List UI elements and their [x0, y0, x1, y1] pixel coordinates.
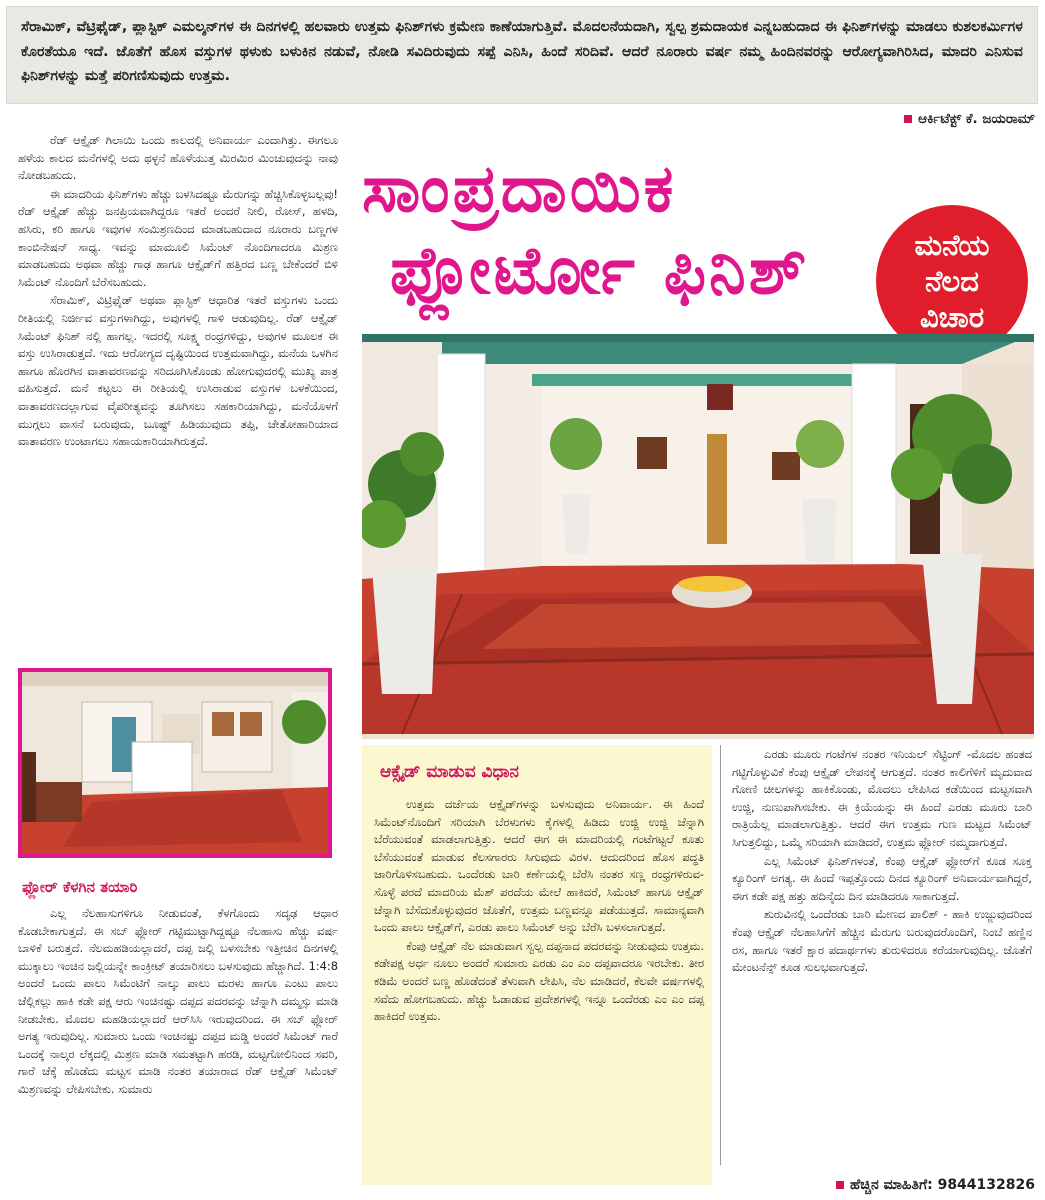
subheading-text: ಆಕ್ಸೈಡ್ ಮಾಡುವ ವಿಧಾನ	[380, 762, 519, 782]
secondary-photo	[18, 668, 332, 858]
column-3-text	[732, 746, 1032, 978]
badge-line: ಮನೆಯ	[914, 228, 990, 262]
paragraph: ಎರಡು ಮೂರು ಗಂಟೆಗಳ ನಂತರ ಇನಿಯಲ್ ಸೆಟ್ಟಿಂಗ್ -ಮೊದಲ ಹಂತದ ಗಟ್ಟಿಗೊಳ್ಳುವಿಕೆ ಕೆಂಪು ಆಕ್ಸೈಡ್ ಲೇಪನಕ್ಕೆ ಆಗುತ್ತದೆ. ನಂತರ ಕಾಲಿಗೆಳಿಗೆ ಮೃದುವಾದ ಗೋಣಿ ಚೀಲಗಳನ್ನು ಹಾಕಿಕೊಂಡು, ಮೊದಲು ಲೇಪಿಸಿದ ಕಡೆಯಿಂದ ಮಟ್ಟಸವಾಗಿ ಉಜ್ಜಿ, ನುಣುಪಾಗಿಸಬೇಕು. ಈ ಕ್ರಿಯೆಯನ್ನು ಈ ಹಿಂದೆ ಎರಡು ಮೂರು ಬಾರಿ ರಾತ್ರಿಯೆಲ್ಲ ಮಾಡಲಾಗುತ್ತಿತ್ತು. ಆದರೆ ಈಗ ಉತ್ತಮ ಗುಣ ಮಟ್ಟದ ಸಿಮೆಂಟ್ ಸಿಗುತ್ತಲಿದ್ದು, ಒಮ್ಮೆ ಸರಿಯಾಗಿ ಮಾಡಿದರೆ, ಉತ್ತಮ ಫ್ಲೋರ್ ನಮ್ಮದಾಗುತ್ತದೆ.	[732, 747, 1032, 849]
paragraph: ಎಲ್ಲ ನೆಲಹಾಸುಗಳಿಗೂ ನೀಡುವಂತೆ, ಕೆಳಗೊಂದು ಸದೃಢ ಆಧಾರ ಕೊಡಬೇಕಾಗುತ್ತದೆ. ಈ ಸಬ್ ಫ್ಲೋರ್ ಗಟ್ಟಿಮುಟ್ಟಾಗಿದ್ದಷ್ಟೂ ನೆಲಹಾಸು ಹೆಚ್ಚು ವರ್ಷ ಬಾಳಿಕೆ ಬರುತ್ತದೆ. ನೆಲಮಹಡಿಯಲ್ಲಾದರೆ, ದಪ್ಪ ಜಲ್ಲಿ ಬಳಸಬೇಕು ಇತ್ತೀಚಿನ ದಿನಗಳಲ್ಲಿ ಮುಕ್ಕಾಲು ಇಂಚಿನ ಜಲ್ಲಿಯನ್ನೇ ಕಾಂಕ್ರೀಟ್ ತಯಾರಿಸಲು ಬಳಸುವುದು ಹೆಚ್ಚಾಗಿದೆ. 1:4:8 ಅಂದರೆ ಒಂದು ಪಾಲು ಸಿಮೆಂಟಿಗೆ ನಾಲ್ಕು ಪಾಲು ಮರಳು ಹಾಗೂ ಎಂಟು ಪಾಲು ಜೆಲ್ಲಿಕಲ್ಲು ಹಾಕಿ ಕಡೇ ಪಕ್ಷ ಆರು ಇಂಚಿನಷ್ಟು ದಪ್ಪದ ಪದರವನ್ನು ಚೆನ್ನಾಗಿ ದಮ್ಮಸ್ಸು ಮಾಡಿ ನೀಡಬೇಕು. ಮೊದಲ ಮಹಡಿಯಲ್ಲಾದರೆ ಆರ್‌ಸಿಸಿ ಇರುವುದರಿಂದ. ಈ ಸಬ್ ಫ್ಲೋರ್ ಅಗತ್ಯ ಇರುವುದಿಲ್ಲ. ಸುಮಾರು ಒಂದು ಇಂಚಿನಷ್ಟು ದಪ್ಪದ ಮಡ್ಡಿ ಅಂದರೆ ಸಿಮೆಂಟ್ ಗಾರೆ ಒಂದಕ್ಕೆ ನಾಲ್ಕರ ಲೆಕ್ಕದಲ್ಲಿ ಮಿಶ್ರಣ ಮಾಡಿ ಸಮತಟ್ಟಾಗಿ ಹರಡಿ, ಮಟ್ಟಗೋಲಿನಿಂದ ಸವರಿ, ಗಾರೆ ಚೆಕ್ಕೆ ಹೊಡೆದು ಮಟ್ಟಸ ಮಾಡಿ ನಂತರ ತಯಾರಾದ ರೆಡ್ ಆಕ್ಸೈಡ್ ಸಿಮೆಂಟ್ ಮಿಶ್ರಣವನ್ನು ಲೇಪಿಸಬೇಕು. ಸುಮಾರು	[18, 906, 338, 1096]
paragraph: ಕೆಂಪು ಆಕ್ಸೈಡ್ ನೆಲ ಮಾಡುವಾಗ ಸ್ವಲ್ಪ ದಪ್ಪನಾದ ಪದರವನ್ನು ನೀಡುವುದು ಉತ್ತಮ. ಕಡೇಪಕ್ಷ ಅರ್ಧ ನೂಲು ಅಂದರೆ ಸುಮಾರು ಎರಡು ಎಂ ಎಂ ದಪ್ಪವಾದರೂ ಇರಬೇಕು. ತೀರ ಕಡಿಮೆ ಅಂದರೆ ಬಣ್ಣ ಹೊಡೆದಂತೆ ತೆಳುವಾಗಿ ಲೇಪಿಸಿ, ನೆಲ ಮಾಡಿದರೆ, ಕೆಲವೇ ವರ್ಷಗಳಲ್ಲಿ ಸವೆದು ಹೋಗಬಹುದು. ಹೆಚ್ಚು ಓಡಾಡುವ ಪ್ರದೇಶಗಳಲ್ಲಿ ಇನ್ನೂ ಒಂದೆರಡು ಎಂ ಎಂ ದಪ್ಪ ಹಾಕಿದರೆ ಉತ್ತಮ.	[374, 938, 704, 1024]
paragraph: ಎಲ್ಲ ಸಿಮೆಂಟ್ ಫಿನಿಶ್‌ಗಳಂತೆ, ಕೆಂಪು ಆಕ್ಸೈಡ್ ಫ್ಲೋರ್‌ಗೆ ಕೂಡ ಸೂಕ್ತ ಕ್ಯೂರಿಂಗ್ ಅಗತ್ಯ. ಈ ಹಿಂದೆ ಇಪ್ಪತ್ತೊಂದು ದಿನದ ಕ್ಯೂರಿಂಗ್ ಅನಿವಾರ್ಯವಾಗಿದ್ದರೆ, ಈಗ ಕಡೇ ಪಕ್ಷ ಹತ್ತು ಹದಿನೈದು ದಿನ ಮಾಡಿದರೂ ಸಾಕಾಗುತ್ತದೆ.	[732, 853, 1032, 903]
paragraph: ರೆಡ್ ಆಕ್ಸೈಡ್ ಗಿಲಾಯಿ ಒಂದು ಕಾಲದಲ್ಲಿ ಅನಿವಾರ್ಯ ಎಂದಾಗಿತ್ತು. ಈಗಲೂ ಹಳೆಯ ಕಾಲದ ಮನೆಗಳಲ್ಲಿ ಅದು ಥಳ್ಳನೆ ಹೊಳೆಯುತ್ತ ಮಿರಮಿರ ಮಿಂಚುವುದನ್ನು ನಾವು ನೋಡಬಹುದು.	[18, 133, 338, 183]
interior-hall-photo	[362, 334, 1034, 739]
contact-line	[836, 1177, 1035, 1193]
column-1b-text	[18, 905, 338, 1100]
intro-box	[6, 6, 1038, 104]
column-1-text	[18, 132, 338, 452]
column-divider	[720, 745, 721, 1165]
paragraph: ಶುರುವಿನಲ್ಲಿ ಒಂದೆರಡು ಬಾರಿ ಮೇಣದ ಪಾಲಿಶ್ - ಹಾಕಿ ಉಜ್ಜುವುದರಿಂದ ಕೆಂಪು ಆಕ್ಸೈಡ್ ನೆಲಹಾಸಿಗೆಗೆ ಹೆಚ್ಚಿನ ಮೆರುಗು ಬರುವುದರೊಂದಿಗೆ, ನಿಂಬೆ ಹಣ್ಣಿನ ರಸ, ಹಾಗೂ ಇತರೆ ಕ್ಷಾರ ಪದಾರ್ಥಗಳು ತುರುಳಿದರೂ ಕರೆಯಾಗುವುದಿಲ್ಲ. ಜೊತೆಗೆ ಮೇಂಟನೆನ್ಸ್ ಕೂಡ ಸುಲಭವಾಗುತ್ತದೆ.	[732, 907, 1032, 975]
square-bullet-icon	[836, 1181, 844, 1189]
subheading-oxide-method	[380, 762, 519, 782]
contact-number: 9844132826	[937, 1177, 1035, 1193]
byline	[904, 111, 1035, 127]
paragraph: ಉತ್ತಮ ದರ್ಜೆಯ ಆಕ್ಸೈಡ್‌ಗಳನ್ನು ಬಳಸುವುದು ಅನಿವಾರ್ಯ. ಈ ಹಿಂದೆ ಸಿಮೆಂಟ್‌ನೊಂದಿಗೆ ಸರಿಯಾಗಿ ಬೆರಳುಗಳು ಕೈಗಳಲ್ಲಿ ಹಿಡಿದು ಉಜ್ಜಿ ಉಜ್ಜಿ ಚೆನ್ನಾಗಿ ಬೆರೆಯುವಂತೆ ಮಾಡಲಾಗುತ್ತಿತ್ತು. ಆದರೆ ಈಗ ಈ ಮಾದರಿಯಲ್ಲಿ ಗಂಟೆಗಟ್ಟಲೆ ಕೂತು ಬೆಸೆಯುವಂತೆ ಮಾಡುವ ಕೆಲಸಗಾರರು ಸಿಗುವುದು ವಿರಳ. ಆದುದರಿಂದ ಹೊಸ ಪದ್ಧತಿ ಜಾರಿಗೊಳಿಸಬಹುದು. ಒಂದೆರಡು ಬಾರಿ ಕರ್ಣೆಯಲ್ಲಿ ಬೆರೆಸಿ ನಂತರ ಸಣ್ಣ ರಂಧ್ರಗಳಿರುವ- ಸೊಳ್ಳೆ ಪರದೆ ಮಾದರಿಯ ಮೆಶ್ ಪರದೆಯ ಮೇಲೆ ಹಾಕಿದರೆ, ಸಿಮೆಂಟ್ ಹಾಗೂ ಆಕ್ಸೈಡ್ ಚೆನ್ನಾಗಿ ಬೆಸೆದುಕೊಳ್ಳುವುದರ ಜೊತೆಗೆ, ಉತ್ತಮ ಬಣ್ಣವನ್ನೂ ಪಡೆಯುತ್ತದೆ. ಸಾಮಾನ್ಯವಾಗಿ ಒಂದು ಪಾಲು ಆಕ್ಸೈಡ್‌ಗೆ, ಎರಡು ಪಾಲು ಸಿಮೆಂಟ್ ಅನ್ನು ಬೆರೆಸಿ ಬಳಸಲಾಗುತ್ತದೆ.	[374, 797, 704, 935]
paragraph: ಸೆರಾಮಿಕ್, ವಿಟ್ರಿಫೈಡ್ ಅಥವಾ ಪ್ಲಾಸ್ಟಿಕ್ ಆಧಾರಿತ ಇತರೆ ವಸ್ತುಗಳು ಒಂದು ರೀತಿಯಲ್ಲಿ ನಿರ್ಜೀವ ವಸ್ತುಗಳಾಗಿದ್ದು, ಅವುಗಳಲ್ಲಿ ಗಾಳಿ ಆಡುವುದಿಲ್ಲ. ರೆಡ್ ಆಕ್ಸೈಡ್ ಸಿಮೆಂಟ್ ಫಿನಿಶ್ ನಲ್ಲಿ ಹಾಗಲ್ಲ. ಇದರಲ್ಲಿ ಸೂಕ್ಷ್ಮ ರಂಧ್ರಗಳಿದ್ದು, ಅವುಗಳ ಮೂಲಕ ಈ ವಸ್ತು ಉಸಿರಾಡುತ್ತದೆ. ಇದು ಆರೋಗ್ಯದ ದೃಷ್ಟಿಯಿಂದ ಉತ್ತಮವಾಗಿದ್ದು, ಮನೆಯ ಒಳಗಿನ ಹಾಗೂ ಹೊರಗಿನ ವಾತಾವರಣವನ್ನು ಸರಿದೂಗಿಸಿಕೊಂಡು ಹೋಗುವುದರಲ್ಲಿ ಮುಖ್ಯ ಪಾತ್ರ ವಹಿಸುತ್ತದೆ. ಮನೆ ಕಟ್ಟಲು ಈ ರೀತಿಯಲ್ಲಿ ಉಸಿರಾಡುವ ವಸ್ತುಗಳ ಬಳಕೆಯಿಂದ, ವಾತಾವರಣದಲ್ಲಾಗುವ ವೈಪರೀತ್ಯವನ್ನು ತೂಗಿಸಲು ಸಹಕಾರಿಯಾಗಿದ್ದು, ಮನೆಯೊಳಗೆ ಮುಗ್ಗಲು ವಾಸನೆ ಬರುವುದು, ಬೂಷ್ಟ್ ಹಿಡಿಯುವುದು ತಪ್ಪಿ, ಚೇತೋಹಾರಿಯಾದ ವಾತಾವರಣ ಉಂಟಾಗಲು ಸಹಾಯಕಾರಿಯಾಗಿರುತ್ತದೆ.	[18, 293, 338, 449]
byline-text: ಆರ್ಕಿಟೆಕ್ಟ್ ಕೆ. ಜಯರಾಮ್	[918, 111, 1035, 127]
headline-line-2: ಫ್ಲೋರ್ಟೋ ಫಿನಿಶ್	[390, 232, 810, 309]
badge-line: ನೆಲದ	[925, 264, 979, 298]
subheading-floor-preparation: ಫ್ಲೋರ್ ಕೆಳಗಿನ ತಯಾರಿ	[22, 878, 138, 896]
headline	[362, 148, 882, 312]
paragraph: ಈ ಮಾದರಿಯ ಫಿನಿಶ್‌ಗಳು ಹೆಚ್ಚು ಬಳಸಿದಷ್ಟೂ ಮೆರುಗನ್ನು ಹೆಚ್ಚಿಸಿಕೊಳ್ಳಬಲ್ಲವು! ರೆಡ್ ಆಕ್ಸೈಡ್ ಹೆಚ್ಚು ಜನಪ್ರಿಯವಾಗಿದ್ದರೂ ಇತರೆ ಅಂದರೆ ನೀಲಿ, ರೋಸ್, ಹಳದಿ, ಹಸಿರು, ಕರಿ ಹಾಗೂ ಇವುಗಳ ಸಂಮಿಶ್ರಣದಿಂದ ಮಾಡಬಹುದಾದ ನೂರಾರು ಬಣ್ಣಗಳ ಕಾಂಬಿನೇಷನ್ ಸಾಧ್ಯ. ಇವನ್ನು ಮಾಮೂಲಿ ಸಿಮೆಂಟ್ ನೊಂದಿಗಾದರೂ ಮಿಶ್ರಣ ಮಾಡಬಹುದು ಅಥವಾ ಹೆಚ್ಚು ಗಾಢ ಹಾಗೂ ಆಕ್ಸೈಡ್‌ಗೆ ಹತ್ತಿರದ ಬಣ್ಣ ಬೇಕೆಂದರೆ ಬಿಳಿ ಸಿಮೆಂಟ್ ನೊಂದಿಗೆ ಬೆರೆಸಬಹುದು.	[18, 186, 338, 289]
badge-line: ವಿಚಾರ	[919, 300, 985, 334]
reception-room-photo	[22, 672, 328, 854]
main-photo	[362, 334, 1034, 739]
intro-text: ಸೆರಾಮಿಕ್, ವೆಟ್ರಿಫೈಡ್, ಪ್ಲಾಸ್ಟಿಕ್ ಎಮಲ್ಶನ್‌ಗಳ ಈ ದಿನಗಳಲ್ಲಿ ಹಲವಾರು ಉತ್ತಮ ಫಿನಿಶ್‌ಗಳು ಕ್ರಮೇಣ ಕಾಣೆಯಾಗುತ್ತಿವೆ. ಮೊದಲನೆಯದಾಗಿ, ಸ್ವಲ್ಪ ಶ್ರಮದಾಯಕ ಎನ್ನಬಹುದಾದ ಈ ಫಿನಿಶ್‌ಗಳನ್ನು ಮಾಡಲು ಕುಶಲಕರ್ಮಿಗಳ ಕೊರತೆಯೂ ಇದೆ. ಜೊತೆಗೆ ಹೊಸ ವಸ್ತುಗಳ ಥಳುಕು ಬಳುಕಿನ ನಡುವೆ, ನೋಡಿ ಸವಿದಿರುವುದು ಸಪ್ಪೆ ಎನಿಸಿ, ಹಿಂದೆ ಸರಿದಿವೆ. ಆದರೆ ನೂರಾರು ವರ್ಷ ನಮ್ಮ ಹಿಂದಿನವರನ್ನು ಆರೋಗ್ಯವಾಗಿರಿಸಿದ, ಮಾದರಿ ಎನಿಸುವ ಫಿನಿಶ್‌ಗಳನ್ನು ಮತ್ತೆ ಪರಿಗಣಿಸುವುದು ಉತ್ತಮ.	[21, 19, 1023, 84]
square-bullet-icon	[904, 115, 912, 123]
contact-label: ಹೆಚ್ಚಿನ ಮಾಹಿತಿಗೆ:	[849, 1177, 933, 1193]
headline-line-1: ಸಾಂಪ್ರದಾಯಿಕ	[362, 150, 677, 227]
column-2-text	[374, 796, 704, 1027]
